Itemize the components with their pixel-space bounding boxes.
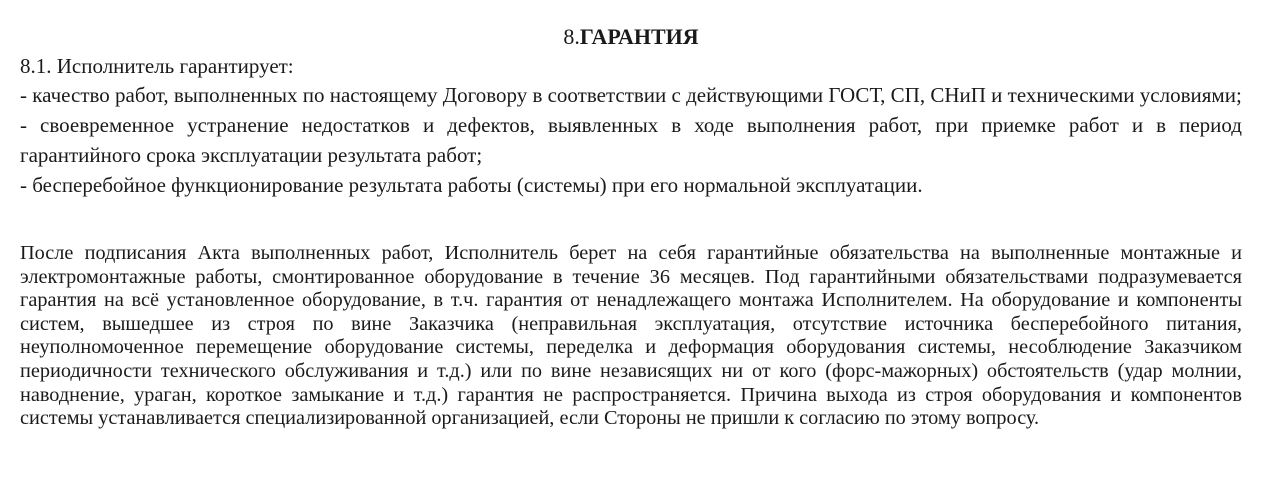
clause-item-defects: - своевременное устранение недостатков и дефектов, выявленных в ходе выполнения работ, при приемке работ и в период гарантийного срока эксплуатации результата работ; xyxy=(20,113,1242,167)
guarantee-clause xyxy=(20,52,1242,200)
section-number: 8. xyxy=(563,24,580,49)
clause-intro: 8.1. Исполнитель гарантирует: xyxy=(20,54,294,78)
section-title: ГАРАНТИЯ xyxy=(579,24,699,49)
section-heading xyxy=(0,22,1262,52)
clause-item-operation: - бесперебойное функционирование результата работы (системы) при его нормальной эксплуатации. xyxy=(20,173,923,197)
clause-item-quality: - качество работ, выполненных по настоящему Договору в соответствии с действующими ГОСТ, СП, СНиП и техническими условиями; xyxy=(20,83,1242,107)
warranty-paragraph: После подписания Акта выполненных работ, Исполнитель берет на себя гарантийные обязательства на выполненные монтажные и электромонтажные работы, смонтированное оборудование в течение 36 месяцев. Под гарантийными обязательствами подразумевается гарантия на всё установленное оборудование, в т.ч. гарантия от ненадлежащего монтажа Исполнителем. На оборудование и компоненты систем, вышедшее из строя по вине Заказчика (неправильная эксплуатация, отсутствие источника бесперебойного питания, неуполномоченное перемещение оборудование системы, переделка и деформация оборудования системы, несоблюдение Заказчиком периодичности технического обслуживания и т.д.) или по вине независящих ни от кого (форс-мажорных) обстоятельств (удар молнии, наводнение, ураган, короткое замыкание и т.д.) гарантия не распространяется. Причина выхода из строя оборудования и компонентов системы устанавливается специализированной организацией, если Стороны не пришли к согласию по этому вопросу. xyxy=(20,242,1242,430)
